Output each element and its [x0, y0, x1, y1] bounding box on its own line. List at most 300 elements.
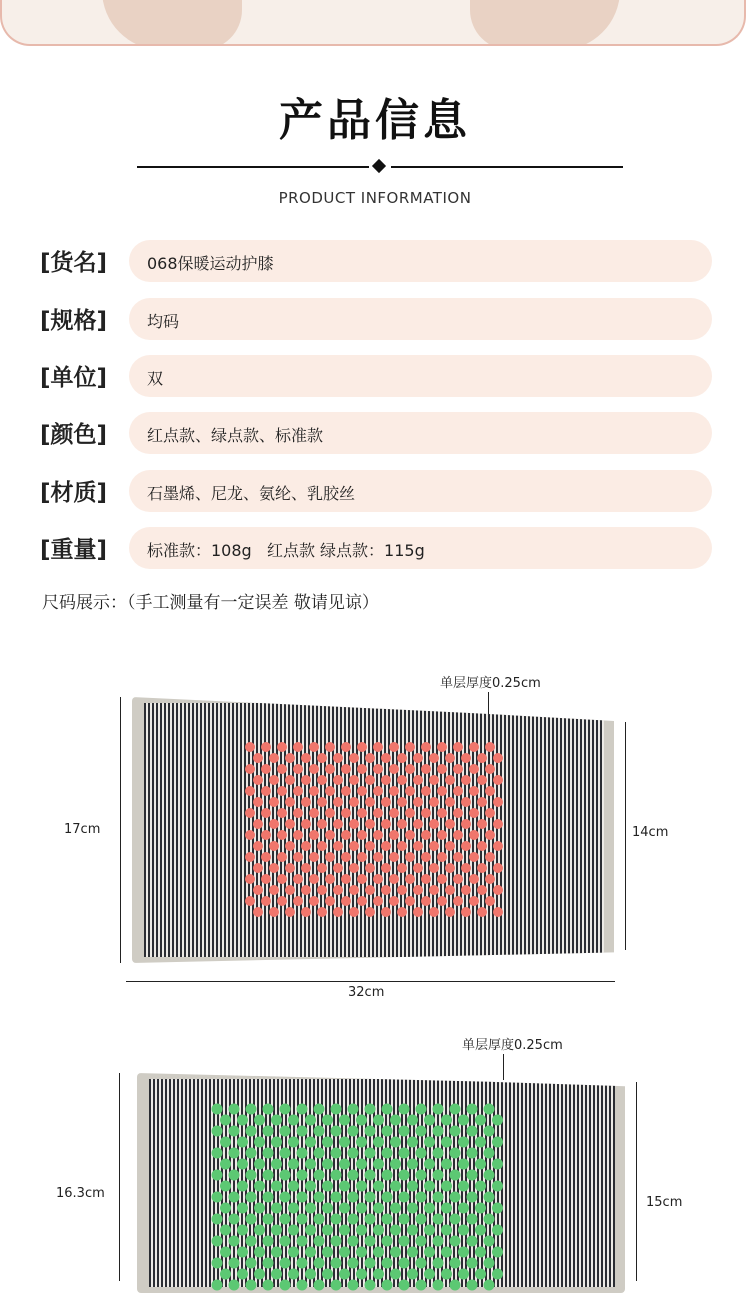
massage-dot — [297, 1104, 308, 1115]
massage-dot — [475, 1159, 486, 1170]
spec-label: [颜色] — [40, 422, 108, 448]
massage-dot — [322, 1225, 333, 1236]
top-banner — [0, 0, 750, 46]
massage-dot — [397, 863, 407, 873]
massage-dot — [277, 742, 287, 752]
massage-dot — [261, 764, 271, 774]
massage-dot — [441, 1247, 452, 1258]
massage-dot — [277, 896, 287, 906]
massage-dot — [309, 896, 319, 906]
massage-dot — [333, 907, 343, 917]
massage-dot — [331, 1148, 342, 1159]
massage-dot — [381, 841, 391, 851]
massage-dot — [424, 1225, 435, 1236]
massage-dot — [437, 830, 447, 840]
massage-dot — [288, 1115, 299, 1126]
spec-value: 红点款、绿点款、标准款 — [147, 426, 324, 445]
massage-dot — [407, 1269, 418, 1280]
massage-dot — [261, 852, 271, 862]
massage-dot — [450, 1148, 461, 1159]
massage-dot — [484, 1236, 495, 1247]
massage-dot — [475, 1225, 486, 1236]
massage-dot — [399, 1104, 410, 1115]
massage-dot — [469, 852, 479, 862]
massage-dot — [301, 775, 311, 785]
massage-dot — [357, 896, 367, 906]
massage-dot — [301, 863, 311, 873]
massage-dot — [413, 885, 423, 895]
massage-dot — [317, 775, 327, 785]
massage-dot — [373, 1159, 384, 1170]
massage-dot — [441, 1115, 452, 1126]
massage-dot — [469, 874, 479, 884]
massage-dot — [269, 841, 279, 851]
massage-dot — [469, 896, 479, 906]
massage-dot — [429, 819, 439, 829]
massage-dot — [339, 1203, 350, 1214]
massage-dot — [453, 764, 463, 774]
massage-dot — [357, 830, 367, 840]
massage-dot — [389, 764, 399, 774]
massage-dot — [405, 808, 415, 818]
knee-pad-red-dot-image — [132, 697, 614, 963]
massage-dot — [405, 830, 415, 840]
massage-dot — [331, 1214, 342, 1225]
massage-dot — [433, 1170, 444, 1181]
massage-dot — [339, 1269, 350, 1280]
massage-dot — [349, 753, 359, 763]
massage-dot — [245, 852, 255, 862]
massage-dot — [389, 742, 399, 752]
massage-dot — [397, 841, 407, 851]
massage-dot — [413, 907, 423, 917]
massage-dot — [390, 1181, 401, 1192]
massage-dot — [356, 1269, 367, 1280]
massage-dot — [373, 1203, 384, 1214]
massage-dot — [293, 830, 303, 840]
massage-dot — [254, 1137, 265, 1148]
massage-dot — [475, 1137, 486, 1148]
massage-dot — [381, 753, 391, 763]
massage-dot — [220, 1203, 231, 1214]
massage-dot — [305, 1247, 316, 1258]
massage-dot — [424, 1137, 435, 1148]
massage-dot — [433, 1214, 444, 1225]
massage-dot — [365, 863, 375, 873]
spec-label: [单位] — [40, 365, 108, 391]
massage-dot — [280, 1258, 291, 1269]
massage-dot — [424, 1203, 435, 1214]
massage-dot — [477, 797, 487, 807]
massage-dot — [467, 1170, 478, 1181]
massage-dot — [373, 1247, 384, 1258]
spec-value-pill — [129, 527, 712, 569]
massage-dot — [405, 742, 415, 752]
massage-dot — [373, 1181, 384, 1192]
massage-dot — [285, 841, 295, 851]
massage-dot — [405, 852, 415, 862]
massage-dot — [229, 1126, 240, 1137]
massage-dot — [325, 874, 335, 884]
spec-value-pill — [129, 240, 712, 282]
size-note: 尺码展示：（手工测量有一定误差 敬请见谅） — [42, 593, 379, 613]
massage-dot — [280, 1148, 291, 1159]
massage-dot — [467, 1126, 478, 1137]
massage-dot — [484, 1192, 495, 1203]
massage-dot — [229, 1214, 240, 1225]
massage-dot — [492, 1137, 503, 1148]
massage-dot — [437, 896, 447, 906]
massage-dot — [445, 753, 455, 763]
massage-dot — [349, 863, 359, 873]
massage-dot — [453, 830, 463, 840]
massage-dot — [492, 1203, 503, 1214]
massage-dot — [469, 764, 479, 774]
massage-dot — [356, 1181, 367, 1192]
massage-dot — [437, 742, 447, 752]
massage-dot — [373, 786, 383, 796]
massage-dot — [212, 1148, 223, 1159]
massage-dot — [285, 753, 295, 763]
massage-dot — [322, 1203, 333, 1214]
massage-dot — [390, 1203, 401, 1214]
massage-dot — [297, 1192, 308, 1203]
massage-dot — [461, 841, 471, 851]
massage-dot — [373, 1269, 384, 1280]
massage-dot — [237, 1159, 248, 1170]
massage-dot — [280, 1126, 291, 1137]
massage-dot — [293, 808, 303, 818]
massage-dot — [331, 1236, 342, 1247]
massage-dot — [421, 764, 431, 774]
massage-dot — [373, 830, 383, 840]
massage-dot — [381, 885, 391, 895]
massage-dot — [485, 786, 495, 796]
massage-dot — [373, 852, 383, 862]
massage-dot — [269, 863, 279, 873]
massage-dot — [317, 863, 327, 873]
massage-dot — [421, 874, 431, 884]
thickness-pointer — [488, 692, 489, 714]
massage-dot — [301, 819, 311, 829]
massage-dot — [433, 1126, 444, 1137]
massage-dot — [365, 1192, 376, 1203]
massage-dot — [314, 1148, 325, 1159]
massage-dot — [253, 885, 263, 895]
massage-dot — [441, 1203, 452, 1214]
massage-dot — [445, 907, 455, 917]
massage-dot — [271, 1137, 282, 1148]
massage-dot — [461, 819, 471, 829]
right-height-line — [625, 722, 626, 950]
massage-dot — [253, 753, 263, 763]
diamond-icon — [372, 159, 386, 173]
massage-dot — [246, 1214, 257, 1225]
massage-dot — [445, 819, 455, 829]
page-title: 产品信息 — [279, 95, 471, 146]
massage-dot — [485, 874, 495, 884]
massage-dot — [477, 819, 487, 829]
massage-dot — [322, 1115, 333, 1126]
massage-dot — [229, 1192, 240, 1203]
massage-dot — [461, 775, 471, 785]
massage-dot — [458, 1225, 469, 1236]
massage-dots — [132, 697, 614, 963]
massage-dot — [288, 1203, 299, 1214]
massage-dot — [314, 1104, 325, 1115]
massage-dot — [493, 775, 503, 785]
massage-dot — [237, 1115, 248, 1126]
massage-dot — [349, 797, 359, 807]
massage-dot — [333, 863, 343, 873]
massage-dot — [441, 1159, 452, 1170]
massage-dot — [453, 874, 463, 884]
massage-dot — [237, 1225, 248, 1236]
massage-dot — [467, 1214, 478, 1225]
spec-value-pill — [129, 298, 712, 340]
massage-dot — [437, 808, 447, 818]
massage-dot — [485, 742, 495, 752]
massage-dot — [212, 1280, 223, 1291]
massage-dot — [461, 863, 471, 873]
left-height-label: 17cm — [64, 822, 101, 837]
massage-dot — [407, 1203, 418, 1214]
massage-dot — [493, 907, 503, 917]
massage-dot — [212, 1236, 223, 1247]
massage-dot — [341, 896, 351, 906]
massage-dot — [413, 775, 423, 785]
massage-dot — [458, 1247, 469, 1258]
massage-dot — [357, 764, 367, 774]
massage-dot — [297, 1214, 308, 1225]
massage-dot — [492, 1181, 503, 1192]
massage-dot — [293, 764, 303, 774]
massage-dot — [397, 753, 407, 763]
spec-label: [货名] — [40, 250, 108, 276]
massage-dot — [220, 1159, 231, 1170]
massage-dot — [467, 1192, 478, 1203]
massage-dot — [322, 1269, 333, 1280]
massage-dot — [453, 896, 463, 906]
massage-dot — [301, 797, 311, 807]
massage-dot — [365, 1280, 376, 1291]
massage-dot — [485, 896, 495, 906]
massage-dot — [458, 1115, 469, 1126]
massage-dot — [314, 1258, 325, 1269]
massage-dot — [246, 1280, 257, 1291]
massage-dot — [477, 841, 487, 851]
spec-label: [重量] — [40, 537, 108, 563]
massage-dot — [421, 808, 431, 818]
massage-dot — [253, 841, 263, 851]
massage-dot — [389, 808, 399, 818]
massage-dot — [399, 1192, 410, 1203]
massage-dot — [263, 1280, 274, 1291]
massage-dot — [389, 852, 399, 862]
massage-dot — [280, 1104, 291, 1115]
massage-dot — [349, 841, 359, 851]
massage-dot — [373, 874, 383, 884]
spec-value: 双 — [147, 369, 164, 388]
massage-dot — [373, 1137, 384, 1148]
massage-dot — [288, 1181, 299, 1192]
massage-dot — [263, 1192, 274, 1203]
massage-dot — [484, 1126, 495, 1137]
massage-dot — [477, 907, 487, 917]
massage-dot — [309, 764, 319, 774]
spec-label: [规格] — [40, 308, 108, 334]
massage-dot — [293, 742, 303, 752]
massage-dot — [485, 764, 495, 774]
massage-dot — [389, 874, 399, 884]
massage-dot — [317, 753, 327, 763]
massage-dot — [437, 874, 447, 884]
massage-dot — [348, 1104, 359, 1115]
massage-dot — [280, 1170, 291, 1181]
massage-dot — [461, 907, 471, 917]
massage-dot — [405, 786, 415, 796]
massage-dot — [325, 786, 335, 796]
massage-dot — [433, 1236, 444, 1247]
massage-dot — [413, 841, 423, 851]
massage-dot — [301, 885, 311, 895]
massage-dot — [365, 1236, 376, 1247]
massage-dot — [407, 1247, 418, 1258]
massage-dot — [397, 797, 407, 807]
massage-dot — [492, 1159, 503, 1170]
massage-dot — [271, 1115, 282, 1126]
massage-dot — [333, 841, 343, 851]
massage-dot — [325, 808, 335, 818]
massage-dot — [246, 1236, 257, 1247]
massage-dot — [253, 863, 263, 873]
massage-dot — [263, 1104, 274, 1115]
massage-dot — [450, 1236, 461, 1247]
massage-dot — [373, 742, 383, 752]
massage-dot — [245, 896, 255, 906]
massage-dot — [293, 896, 303, 906]
massage-dot — [317, 819, 327, 829]
massage-dot — [373, 896, 383, 906]
massage-dot — [405, 896, 415, 906]
massage-dot — [390, 1137, 401, 1148]
massage-dot — [458, 1181, 469, 1192]
massage-dot — [469, 808, 479, 818]
massage-dot — [277, 764, 287, 774]
massage-dot — [271, 1269, 282, 1280]
massage-dot — [365, 819, 375, 829]
massage-dot — [229, 1148, 240, 1159]
massage-dot — [237, 1269, 248, 1280]
massage-dot — [382, 1104, 393, 1115]
massage-dot — [293, 852, 303, 862]
massage-dot — [341, 830, 351, 840]
massage-dot — [349, 775, 359, 785]
massage-dot — [325, 896, 335, 906]
massage-dot — [271, 1225, 282, 1236]
width-line — [126, 981, 615, 982]
massage-dot — [220, 1115, 231, 1126]
right-height-label: 15cm — [646, 1195, 683, 1210]
massage-dot — [381, 819, 391, 829]
massage-dot — [413, 819, 423, 829]
massage-dot — [212, 1192, 223, 1203]
massage-dot — [357, 786, 367, 796]
massage-dot — [429, 841, 439, 851]
massage-dot — [365, 1214, 376, 1225]
massage-dot — [429, 907, 439, 917]
massage-dot — [280, 1192, 291, 1203]
massage-dot — [285, 797, 295, 807]
massage-dot — [424, 1115, 435, 1126]
massage-dot — [263, 1236, 274, 1247]
left-height-label: 16.3cm — [56, 1186, 105, 1201]
massage-dot — [253, 775, 263, 785]
massage-dot — [314, 1192, 325, 1203]
massage-dot — [467, 1236, 478, 1247]
massage-dot — [475, 1247, 486, 1258]
massage-dot — [339, 1225, 350, 1236]
massage-dot — [475, 1181, 486, 1192]
massage-dot — [450, 1126, 461, 1137]
massage-dot — [339, 1181, 350, 1192]
massage-dot — [220, 1225, 231, 1236]
massage-dot — [424, 1159, 435, 1170]
massage-dot — [357, 808, 367, 818]
massage-dot — [341, 808, 351, 818]
massage-dot — [254, 1181, 265, 1192]
massage-dot — [333, 885, 343, 895]
massage-dot — [229, 1236, 240, 1247]
spec-row-color — [0, 412, 750, 454]
massage-dot — [314, 1126, 325, 1137]
massage-dot — [331, 1104, 342, 1115]
massage-dot — [263, 1170, 274, 1181]
massage-dot — [322, 1181, 333, 1192]
massage-dot — [349, 885, 359, 895]
massage-dot — [301, 753, 311, 763]
massage-dot — [305, 1115, 316, 1126]
massage-dot — [293, 786, 303, 796]
massage-dot — [424, 1181, 435, 1192]
massage-dot — [245, 742, 255, 752]
massage-dot — [445, 775, 455, 785]
massage-dot — [288, 1225, 299, 1236]
massage-dot — [285, 775, 295, 785]
massage-dot — [253, 819, 263, 829]
massage-dot — [429, 885, 439, 895]
massage-dot — [453, 852, 463, 862]
massage-dot — [277, 808, 287, 818]
massage-dot — [246, 1258, 257, 1269]
massage-dot — [269, 819, 279, 829]
massage-dot — [365, 841, 375, 851]
massage-dot — [461, 753, 471, 763]
massage-dot — [348, 1170, 359, 1181]
spec-row-weight — [0, 527, 750, 569]
massage-dot — [269, 797, 279, 807]
massage-dot — [397, 907, 407, 917]
massage-dot — [269, 907, 279, 917]
massage-dot — [365, 1170, 376, 1181]
massage-dot — [277, 852, 287, 862]
massage-dot — [492, 1115, 503, 1126]
massage-dot — [399, 1236, 410, 1247]
massage-dot — [314, 1280, 325, 1291]
knee-pad-green-dot-image — [137, 1073, 625, 1293]
massage-dot — [484, 1214, 495, 1225]
massage-dot — [325, 764, 335, 774]
